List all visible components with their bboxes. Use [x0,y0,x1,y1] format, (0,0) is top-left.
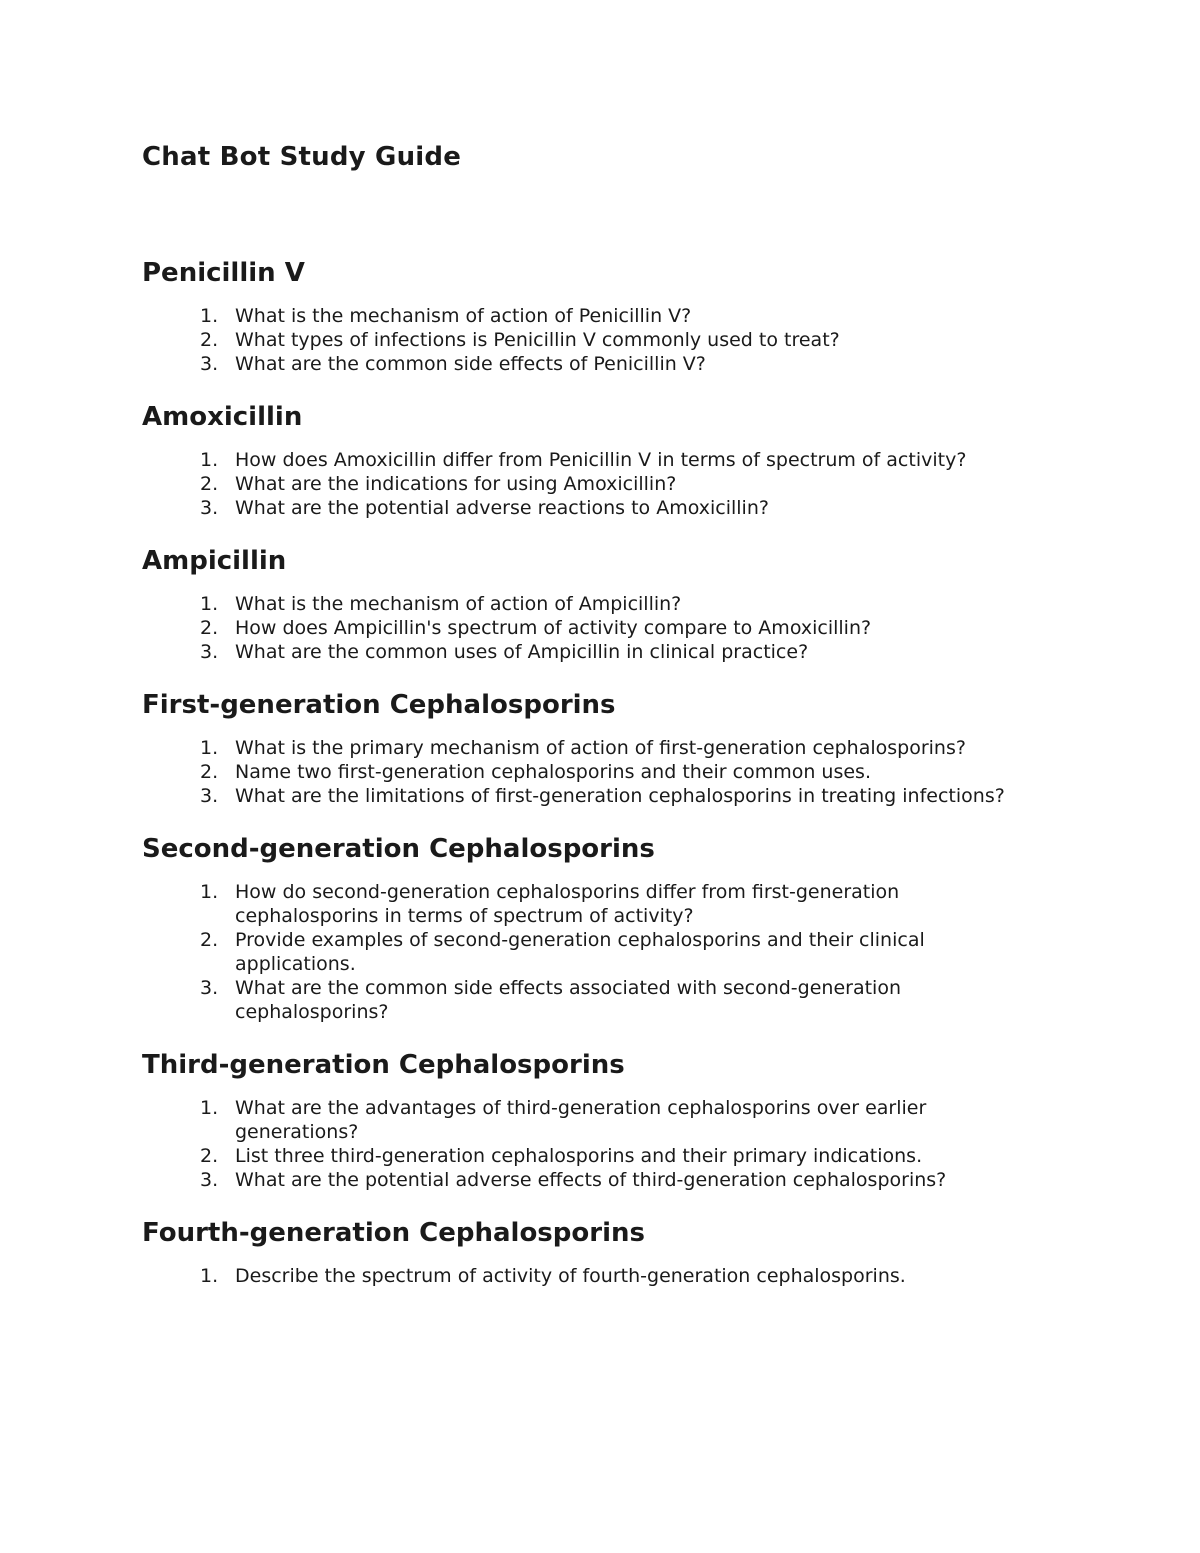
question-item [142,616,1042,640]
question-list [142,1264,1042,1288]
question-text: List three third-generation cephalosporins and their primary indications. [235,1145,923,1167]
question-item [142,352,1042,376]
question-text: What are the potential adverse reactions to Amoxicillin? [235,497,769,519]
question-text: What are the advantages of third-generation cephalosporins over earlier generations? [235,1097,927,1143]
question-item [142,976,1042,1024]
question-number: 3. [200,641,219,663]
question-number: 2. [200,1145,219,1167]
question-item [142,880,1042,928]
section-heading: Third-generation Cephalosporins [142,1050,625,1080]
question-item [142,448,1042,472]
question-text: Describe the spectrum of activity of fourth-generation cephalosporins. [235,1265,906,1287]
question-number: 3. [200,1169,219,1191]
question-item [142,640,1042,664]
question-number: 2. [200,473,219,495]
question-list [142,448,1042,520]
section-second-generation-cephalosporins [142,832,1042,1024]
section-heading: Second-generation Cephalosporins [142,834,655,864]
question-item [142,928,1042,976]
section-amoxicillin [142,400,1042,520]
question-number: 1. [200,593,219,615]
question-text: What types of infections is Penicillin V commonly used to treat? [235,329,840,351]
question-number: 1. [200,881,219,903]
section-heading: Penicillin V [142,258,305,288]
question-item [142,760,1042,784]
section-fourth-generation-cephalosporins [142,1216,1042,1288]
question-number: 3. [200,785,219,807]
question-text: What are the limitations of first-generation cephalosporins in treating infections? [235,785,1005,807]
question-text: How do second-generation cephalosporins differ from first-generation cephalosporins in terms of spectrum of activity? [235,881,900,927]
question-number: 1. [200,449,219,471]
question-item [142,1168,1042,1192]
question-text: How does Amoxicillin differ from Penicillin V in terms of spectrum of activity? [235,449,967,471]
question-number: 1. [200,305,219,327]
question-item [142,1264,1042,1288]
question-number: 1. [200,1097,219,1119]
question-item [142,592,1042,616]
question-item [142,328,1042,352]
question-item [142,472,1042,496]
question-text: What are the potential adverse effects of third-generation cephalosporins? [235,1169,947,1191]
question-item [142,496,1042,520]
document-page [142,140,1042,1288]
question-number: 1. [200,737,219,759]
section-third-generation-cephalosporins [142,1048,1042,1192]
question-text: What are the common side effects of Penicillin V? [235,353,706,375]
document-title: Chat Bot Study Guide [142,142,462,172]
question-text: How does Ampicillin's spectrum of activity compare to Amoxicillin? [235,617,872,639]
question-list [142,1096,1042,1192]
question-text: Provide examples of second-generation cephalosporins and their clinical applications. [235,929,925,975]
question-list [142,592,1042,664]
question-number: 2. [200,929,219,951]
section-penicillin-v [142,256,1042,376]
question-text: What is the primary mechanism of action of first-generation cephalosporins? [235,737,966,759]
question-item [142,304,1042,328]
question-number: 3. [200,353,219,375]
question-item [142,784,1042,808]
question-number: 2. [200,329,219,351]
question-item [142,1144,1042,1168]
question-number: 3. [200,977,219,999]
section-heading: Fourth-generation Cephalosporins [142,1218,645,1248]
question-number: 2. [200,761,219,783]
question-text: What are the common side effects associated with second-generation cephalosporins? [235,977,901,1023]
section-heading: Amoxicillin [142,402,303,432]
question-text: What is the mechanism of action of Penicillin V? [235,305,692,327]
question-text: What are the indications for using Amoxicillin? [235,473,677,495]
question-number: 2. [200,617,219,639]
question-number: 1. [200,1265,219,1287]
question-number: 3. [200,497,219,519]
question-text: Name two first-generation cephalosporins and their common uses. [235,761,871,783]
question-list [142,304,1042,376]
question-text: What are the common uses of Ampicillin in clinical practice? [235,641,809,663]
question-list [142,880,1042,1024]
question-item [142,1096,1042,1144]
section-ampicillin [142,544,1042,664]
section-first-generation-cephalosporins [142,688,1042,808]
section-heading: First-generation Cephalosporins [142,690,616,720]
question-list [142,736,1042,808]
question-item [142,736,1042,760]
question-text: What is the mechanism of action of Ampicillin? [235,593,682,615]
section-heading: Ampicillin [142,546,287,576]
